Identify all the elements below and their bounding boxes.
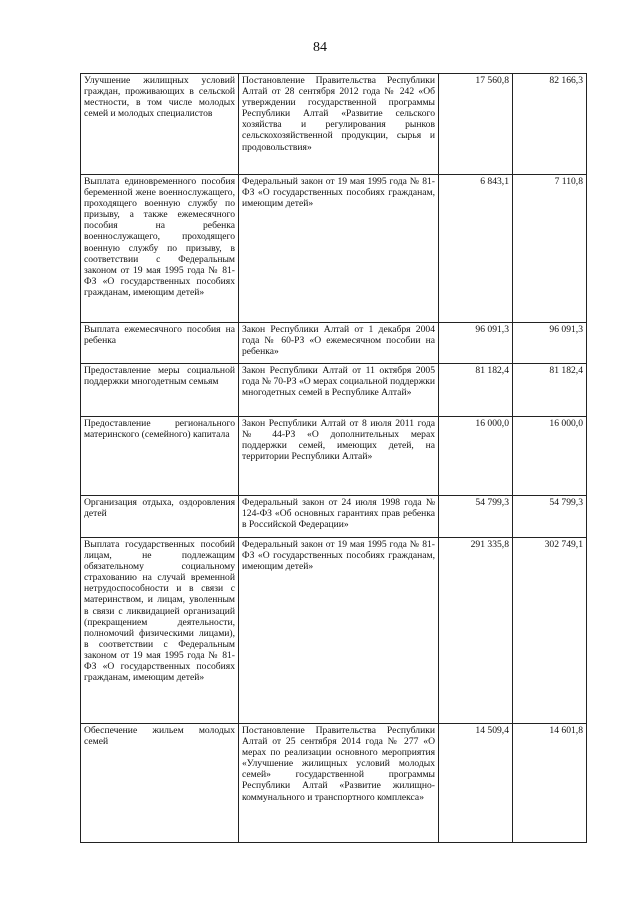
table-row <box>81 364 587 417</box>
amount-cell-2: 302 749,1 <box>513 538 587 724</box>
table-row <box>81 74 587 175</box>
measure-name-cell: Организация отдыха, оздоровления детей <box>81 496 239 538</box>
table-row <box>81 724 587 843</box>
amount-cell-2: 14 601,8 <box>513 724 587 843</box>
table-row <box>81 496 587 538</box>
legal-basis-cell: Постановление Правительства Республики Алтай от 25 сентября 2014 года № 277 «О мерах по реализации основного мероприятия «Улучшение жилищных условий молодых семей» государственной программы Республики Алтай «Развитие жилищно-коммунального и транспортного комплекса» <box>239 724 439 843</box>
legal-basis-cell: Постановление Правительства Республики Алтай от 28 сентября 2012 года № 242 «Об утверждении государственной программы Республики Алтай «Развитие сельского хозяйства и регулирования рынков сельскохозяйственной продукции, сырья и продовольствия» <box>239 74 439 175</box>
legal-basis-cell: Закон Республики Алтай от 11 октября 2005 года № 70-РЗ «О мерах социальной поддержки многодетных семей в Республике Алтай» <box>239 364 439 417</box>
amount-cell-2: 16 000,0 <box>513 417 587 496</box>
amount-cell-1: 17 560,8 <box>439 74 513 175</box>
amount-cell-2: 7 110,8 <box>513 175 587 323</box>
amount-cell-2: 54 799,3 <box>513 496 587 538</box>
measure-name-cell: Выплата государственных пособий лицам, не подлежащим обязательному социальному страхованию на случай временной нетрудоспособности и в связи с материнством, и лицам, уволенным в связи с ликвидацией организаций (прекращением деятельности, полномочий физическими лицами), в соответствии с Федеральным законом от 19 мая 1995 года № 81-ФЗ «О государственных пособиях гражданам, имеющим детей» <box>81 538 239 724</box>
measure-name-cell: Предоставление меры социальной поддержки многодетным семьям <box>81 364 239 417</box>
legal-basis-cell: Закон Республики Алтай от 8 июля 2011 года № 44-РЗ «О дополнительных мерах поддержки семей, имеющих детей, на территории Республики Алтай» <box>239 417 439 496</box>
expenditure-table <box>80 73 587 843</box>
table-row <box>81 175 587 323</box>
measure-name-cell: Предоставление регионального материнского (семейного) капитала <box>81 417 239 496</box>
amount-cell-1: 96 091,3 <box>439 323 513 364</box>
amount-cell-1: 81 182,4 <box>439 364 513 417</box>
table-row <box>81 538 587 724</box>
table-row <box>81 417 587 496</box>
measure-name-cell: Улучшение жилищных условий граждан, проживающих в сельской местности, в том числе молодых семей и молодых специалистов <box>81 74 239 175</box>
legal-basis-cell: Федеральный закон от 24 июля 1998 года № 124-ФЗ «Об основных гарантиях прав ребенка в Российской Федерации» <box>239 496 439 538</box>
amount-cell-2: 81 182,4 <box>513 364 587 417</box>
amount-cell-1: 14 509,4 <box>439 724 513 843</box>
amount-cell-1: 16 000,0 <box>439 417 513 496</box>
amount-cell-2: 96 091,3 <box>513 323 587 364</box>
amount-cell-2: 82 166,3 <box>513 74 587 175</box>
legal-basis-cell: Федеральный закон от 19 мая 1995 года № 81-ФЗ «О государственных пособиях гражданам, имеющим детей» <box>239 175 439 323</box>
amount-cell-1: 291 335,8 <box>439 538 513 724</box>
amount-cell-1: 54 799,3 <box>439 496 513 538</box>
measure-name-cell: Обеспечение жильем молодых семей <box>81 724 239 843</box>
measure-name-cell: Выплата ежемесячного пособия на ребенка <box>81 323 239 364</box>
legal-basis-cell: Федеральный закон от 19 мая 1995 года № 81-ФЗ «О государственных пособиях гражданам, имеющим детей» <box>239 538 439 724</box>
amount-cell-1: 6 843,1 <box>439 175 513 323</box>
measure-name-cell: Выплата единовременного пособия беременной жене военнослужащего, проходящего военную службу по призыву, а также ежемесячного пособия на ребенка военнослужащего, проходящего военную службу по призыву, в соответствии с Федеральным законом от 19 мая 1995 года № 81-ФЗ «О государственных пособиях гражданам, имеющим детей» <box>81 175 239 323</box>
table-row <box>81 323 587 364</box>
legal-basis-cell: Закон Республики Алтай от 1 декабря 2004 года № 60-РЗ «О ежемесячном пособии на ребенка» <box>239 323 439 364</box>
page-number: 84 <box>313 40 327 55</box>
